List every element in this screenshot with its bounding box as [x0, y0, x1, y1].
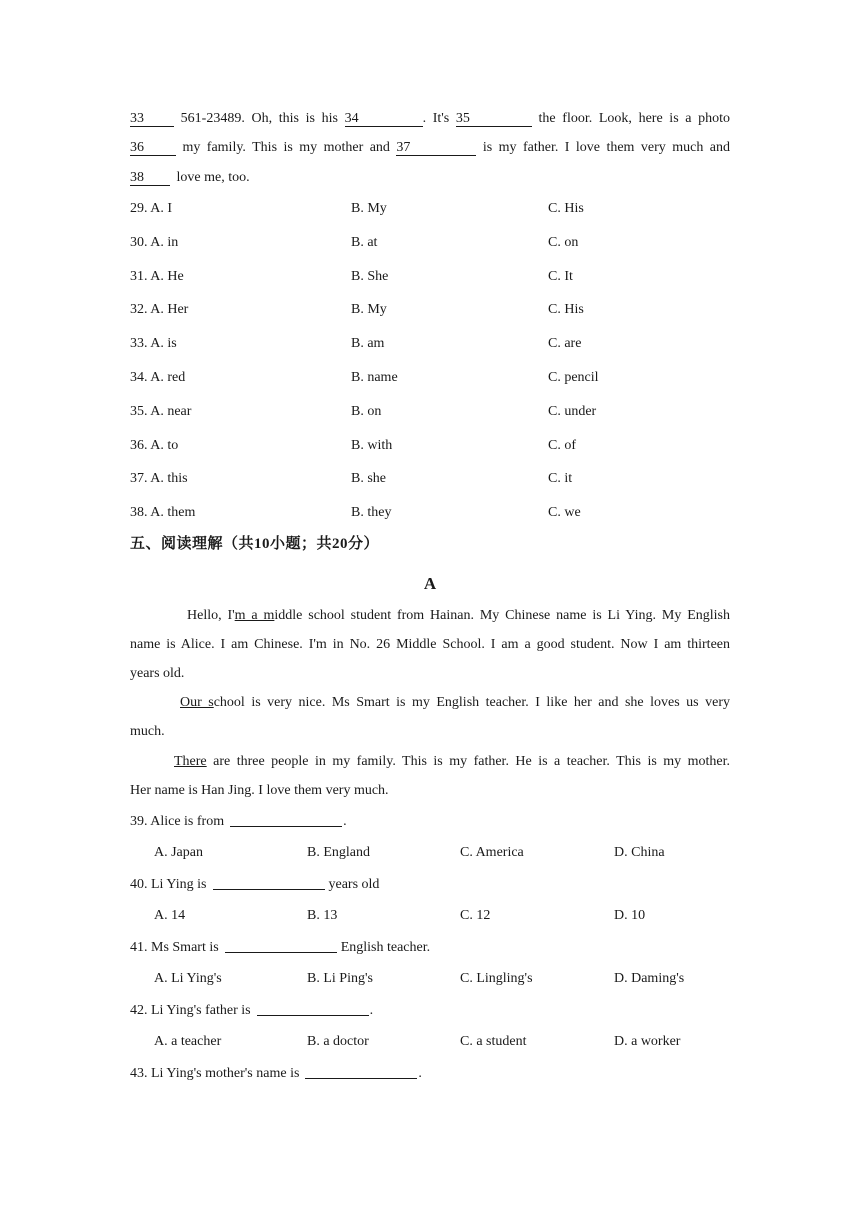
cloze-text: love me, too.	[176, 170, 250, 185]
question-40-option-a: A. 14	[154, 907, 186, 923]
question-41-option-a: A. Li Ying's	[154, 970, 222, 986]
cloze-option-33-b: B. am	[351, 336, 385, 352]
question-40-option-d: D. 10	[614, 907, 646, 923]
cloze-option-32-b: B. My	[351, 302, 387, 318]
question-39	[130, 812, 730, 831]
cloze-option-36-c: C. of	[548, 437, 576, 453]
question-41-option-b: B. Li Ping's	[307, 970, 373, 986]
cloze-option-32-a: 32. A. Her	[130, 302, 189, 318]
question-42-option-c: C. a student	[460, 1033, 527, 1049]
cloze-option-35-b: B. on	[351, 403, 382, 419]
cloze-option-38-a: 38. A. them	[130, 505, 196, 521]
cloze-option-35-a: 35. A. near	[130, 403, 192, 419]
cloze-option-34-a: 34. A. red	[130, 370, 186, 385]
answer-blank[interactable]	[230, 812, 342, 827]
cloze-option-37-c: C. it	[548, 471, 573, 487]
cloze-line-2	[130, 139, 730, 157]
question-42-option-d: D. a worker	[614, 1033, 681, 1049]
question-41	[130, 938, 730, 957]
passage-p2-line2: much.	[130, 724, 165, 739]
question-41-option-c: C. Lingling's	[460, 970, 533, 986]
cloze-text: . It's	[422, 111, 450, 126]
question-text: .	[418, 1066, 422, 1081]
question-39-option-a: A. Japan	[154, 844, 203, 860]
cloze-line-1	[130, 110, 730, 128]
cloze-option-31-c: C. It	[548, 268, 573, 284]
blank-36: 36	[130, 140, 176, 156]
passage-p1-line1: Hello, I'm a middle school student from Hainan. My Chinese name is Li Ying. My English	[187, 608, 730, 623]
question-39-option-b: B. England	[307, 844, 370, 860]
blank-35: 35	[456, 111, 532, 127]
cloze-option-37-a: 37. A. this	[130, 471, 188, 487]
question-text: 42. Li Ying's father is	[130, 1003, 251, 1018]
cloze-option-29-a: 29. A. I	[130, 201, 172, 216]
question-text: English teacher.	[340, 940, 431, 955]
cloze-option-33-a: 33. A. is	[130, 336, 177, 352]
passage-p3-line1: There are three people in my family. This is my father. He is a teacher. This is my mother.	[174, 754, 731, 769]
question-40-option-c: C. 12	[460, 907, 491, 923]
passage-p3-line2: Her name is Han Jing. I love them very much.	[130, 783, 389, 798]
question-39-option-c: C. America	[460, 844, 524, 860]
question-42	[130, 1001, 730, 1020]
question-text: 39. Alice is from	[130, 814, 225, 829]
question-text: .	[369, 1003, 374, 1018]
cloze-text: is my father. I love them very much and	[482, 140, 730, 155]
question-text: 41. Ms Smart is	[130, 940, 219, 955]
cloze-option-31-b: B. She	[351, 268, 389, 284]
cloze-line-3	[130, 169, 730, 187]
cloze-option-36-b: B. with	[351, 437, 393, 453]
question-43	[130, 1064, 730, 1083]
question-text: 40. Li Ying is	[130, 877, 207, 892]
cloze-text: the floor. Look, here is a photo	[538, 111, 731, 126]
cloze-option-38-c: C. we	[548, 505, 581, 521]
cloze-option-35-c: C. under	[548, 403, 597, 419]
blank-37: 37	[396, 140, 476, 156]
cloze-option-30-b: B. at	[351, 234, 378, 250]
cloze-option-29-c: C. His	[548, 201, 584, 216]
cloze-option-37-b: B. she	[351, 471, 386, 487]
answer-blank[interactable]	[213, 875, 325, 890]
cloze-option-31-a: 31. A. He	[130, 268, 184, 284]
cloze-option-36-a: 36. A. to	[130, 437, 179, 453]
question-42-option-b: B. a doctor	[307, 1033, 369, 1049]
blank-38: 38	[130, 170, 170, 186]
cloze-option-33-c: C. are	[548, 336, 582, 352]
blank-33: 33	[130, 111, 174, 127]
question-text: years old	[328, 877, 380, 892]
cloze-text: 561-23489. Oh, this is his	[180, 111, 338, 126]
cloze-option-38-b: B. they	[351, 505, 392, 521]
question-40	[130, 875, 730, 894]
cloze-option-29-b: B. My	[351, 201, 387, 216]
question-39-option-d: D. China	[614, 844, 665, 860]
passage-p2-line1: Our school is very nice. Ms Smart is my English teacher. I like her and she loves us very	[180, 695, 730, 710]
passage-title: A	[423, 574, 437, 593]
question-42-option-a: A. a teacher	[154, 1033, 222, 1049]
cloze-text: my family. This is my mother and	[182, 140, 390, 155]
answer-blank[interactable]	[225, 938, 337, 953]
question-40-option-b: B. 13	[307, 907, 338, 923]
passage-p1-line3: years old.	[130, 666, 185, 681]
question-text: 43. Li Ying's mother's name is	[130, 1066, 300, 1081]
passage-p1-line2: name is Alice. I am Chinese. I'm in No. 26 Middle School. I am a good student. Now I am thirteen	[130, 637, 730, 652]
answer-blank[interactable]	[257, 1001, 369, 1016]
question-41-option-d: D. Daming's	[614, 970, 685, 986]
cloze-option-30-c: C. on	[548, 234, 579, 250]
section-heading: 五、阅读理解（共10小题；共20分）	[130, 534, 380, 552]
cloze-option-32-c: C. His	[548, 302, 584, 318]
cloze-option-30-a: 30. A. in	[130, 234, 179, 250]
cloze-option-34-c: C. pencil	[548, 370, 599, 385]
answer-blank[interactable]	[305, 1064, 417, 1079]
cloze-option-34-b: B. name	[351, 370, 398, 385]
blank-34: 34	[345, 111, 423, 127]
question-text: .	[343, 814, 347, 829]
